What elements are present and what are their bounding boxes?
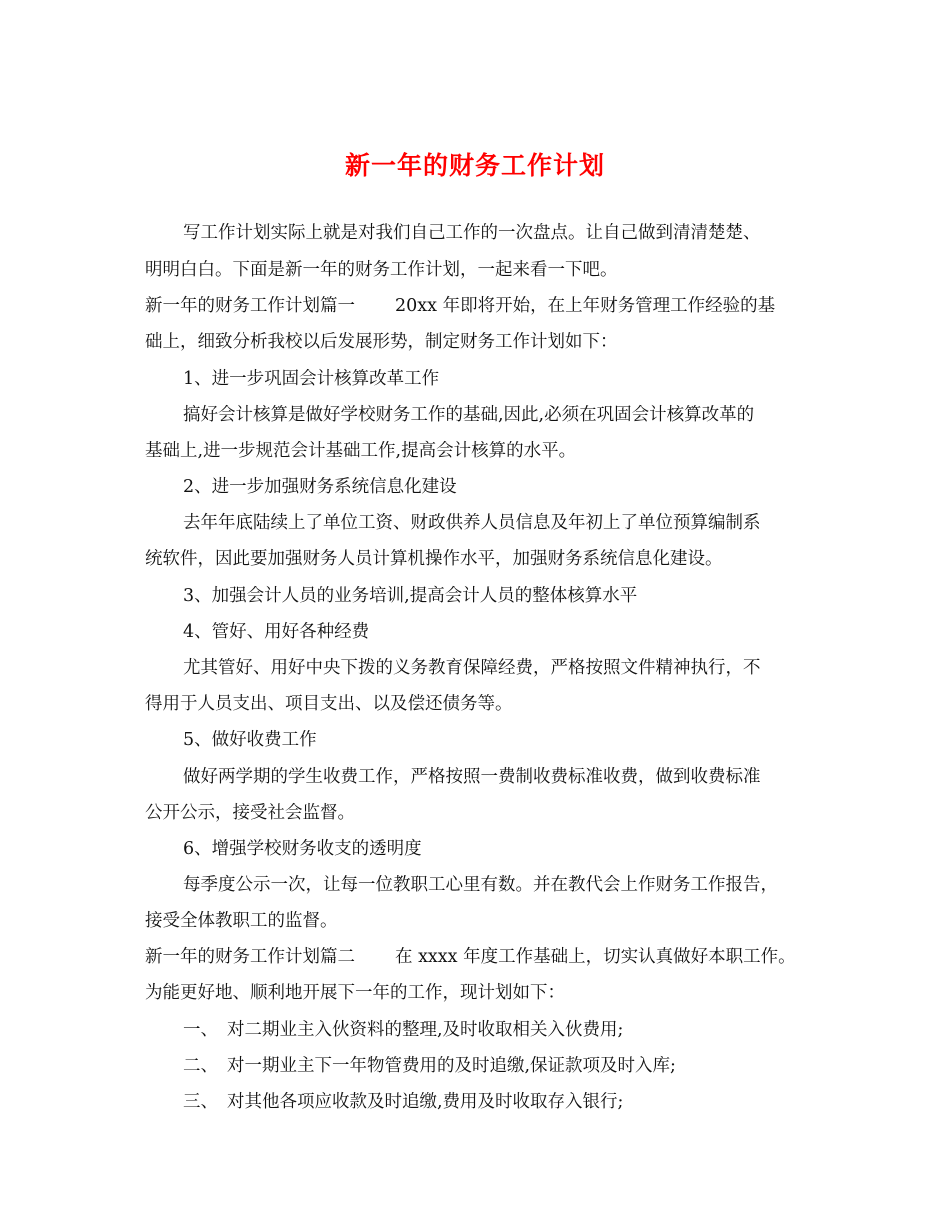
plan1-line1-rest: 20xx 年即将开始，在上年财务管理工作经验的基 <box>395 296 776 316</box>
plan1-line-2: 础上，细致分析我校以后发展形势，制定财务工作计划如下： <box>145 332 618 352</box>
plan1-section-6-text-2: 接受全体教职工的监督。 <box>145 911 338 931</box>
plan2-item-text: 对一期业主下一年物管费用的及时追缴,保证款项及时入库; <box>227 1056 676 1076</box>
plan2-item-number: 三、 <box>183 1092 218 1112</box>
plan1-section-2-text-1: 去年年底陆续上了单位工资、财政供养人员信息及年初上了单位预算编制系 <box>183 513 761 533</box>
intro-line-2: 明明白白。下面是新一年的财务工作计划，一起来看一下吧。 <box>145 260 618 280</box>
plan1-section-1-title: 1、进一步巩固会计核算改革工作 <box>183 369 440 389</box>
plan1-section-3-title: 3、加强会计人员的业务培训,提高会计人员的整体核算水平 <box>183 586 638 606</box>
plan1-section-2-text-2: 统软件，因此要加强财务人员计算机操作水平，加强财务系统信息化建设。 <box>145 549 723 569</box>
plan2-item-number: 二、 <box>183 1056 218 1076</box>
plan2-line-2: 为能更好地、顺利地开展下一年的工作，现计划如下： <box>145 983 565 1003</box>
plan1-section-5-text-1: 做好两学期的学生收费工作，严格按照一费制收费标准收费，做到收费标准 <box>183 767 761 787</box>
plan1-first-line <box>145 295 825 317</box>
plan2-first-line <box>145 946 825 968</box>
plan2-item <box>183 1019 863 1041</box>
plan1-section-5-title: 5、做好收费工作 <box>183 730 317 750</box>
plan1-heading: 新一年的财务工作计划篇一 <box>145 296 355 316</box>
plan1-section-1-text-2: 基础上,进一步规范会计基础工作,提高会计核算的水平。 <box>145 441 577 461</box>
document-title: 新一年的财务工作计划 <box>344 151 605 180</box>
plan1-section-4-text-2: 得用于人员支出、项目支出、以及偿还债务等。 <box>145 694 513 714</box>
plan1-section-5-text-2: 公开公示，接受社会监督。 <box>145 803 355 823</box>
plan2-item-text: 对其他各项应收款及时追缴,费用及时收取存入银行; <box>227 1092 624 1112</box>
plan1-section-1-text-1: 搞好会计核算是做好学校财务工作的基础,因此,必须在巩固会计核算改革的 <box>183 405 755 425</box>
plan2-item-text: 对二期业主入伙资料的整理,及时收取相关入伙费用; <box>227 1020 624 1040</box>
plan2-item-number: 一、 <box>183 1020 218 1040</box>
plan1-section-4-text-1: 尤其管好、用好中央下拨的义务教育保障经费，严格按照文件精神执行，不 <box>183 658 761 678</box>
plan1-section-6-title: 6、增强学校财务收支的透明度 <box>183 839 422 859</box>
plan2-item <box>183 1055 863 1077</box>
plan1-section-6-text-1: 每季度公示一次，让每一位教职工心里有数。并在教代会上作财务工作报告， <box>183 875 778 895</box>
plan2-item <box>183 1091 863 1113</box>
intro-line-1: 写工作计划实际上就是对我们自己工作的一次盘点。让自己做到清清楚楚、 <box>183 223 761 243</box>
plan2-line1-rest: 在 xxxx 年度工作基础上，切实认真做好本职工作。 <box>395 947 796 967</box>
plan2-heading: 新一年的财务工作计划篇二 <box>145 947 355 967</box>
plan1-section-2-title: 2、进一步加强财务系统信息化建设 <box>183 477 457 497</box>
plan1-section-4-title: 4、管好、用好各种经费 <box>183 622 370 642</box>
